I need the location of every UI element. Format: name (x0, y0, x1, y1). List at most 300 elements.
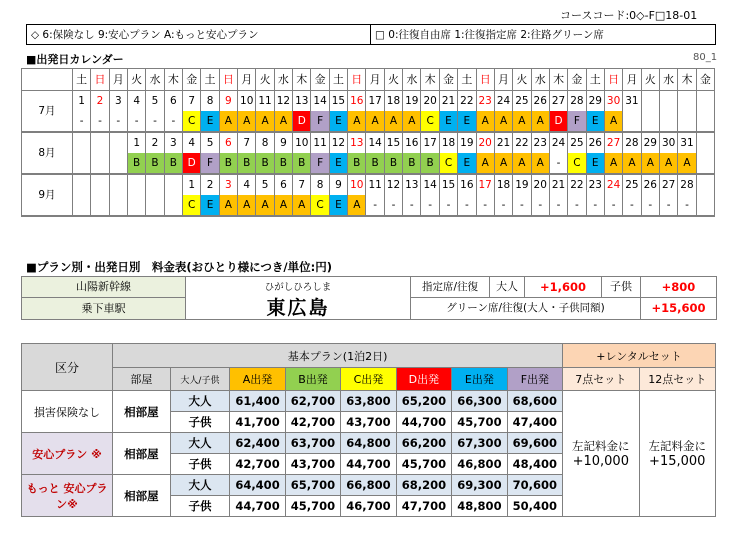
departure-code: - (127, 111, 145, 132)
departure-code: F (311, 111, 329, 132)
weekday-header: 土 (201, 69, 219, 91)
departure-code: A (256, 111, 274, 132)
price-cell: 44,700 (230, 496, 285, 517)
calendar-title: ■出発日カレンダー (26, 53, 124, 66)
departure-code: - (494, 195, 512, 216)
adult-label: 大人 (170, 433, 230, 454)
price-cell: 66,200 (396, 433, 451, 454)
day-number: 28 (623, 132, 641, 153)
price-cell: 43,700 (285, 454, 340, 475)
price-cell: 64,400 (230, 475, 285, 496)
departure-code: D (293, 111, 311, 132)
child-label: 子供 (170, 496, 230, 517)
price-cell: 66,800 (341, 475, 396, 496)
month-label: 7月 (22, 91, 73, 133)
price-cell: 46,800 (452, 454, 507, 475)
calendar-table (21, 68, 715, 217)
departure-code: - (146, 111, 164, 132)
departure-code: A (531, 153, 549, 174)
price-cell: 63,700 (285, 433, 340, 454)
weekday-header: 水 (659, 69, 677, 91)
weekday-header: 金 (696, 69, 714, 91)
reserved-adult-label: 大人 (489, 276, 525, 298)
day-number: 31 (623, 91, 641, 112)
departure-code: A (513, 153, 531, 174)
day-number: 21 (549, 174, 567, 195)
weekday-header: 金 (183, 69, 201, 91)
weekday-header: 月 (366, 69, 384, 91)
departure-code: E (439, 111, 457, 132)
day-number: 10 (293, 132, 311, 153)
day-number: 13 (293, 91, 311, 112)
weekday-header: 木 (549, 69, 567, 91)
departure-code: B (146, 153, 164, 174)
age-header: 大人/子供 (170, 368, 230, 391)
station-box (185, 276, 411, 320)
day-number: 10 (238, 91, 256, 112)
departure-code: A (219, 195, 237, 216)
departure-code: B (219, 153, 237, 174)
green-label: グリーン席/往復(大人・子供同額) (410, 297, 641, 320)
departure-code: F (201, 153, 219, 174)
departure-code (91, 153, 109, 174)
set12-note: 左記料金に (648, 438, 706, 453)
day-number: 22 (458, 91, 476, 112)
line-box (21, 276, 186, 298)
price-cell: 50,400 (507, 496, 562, 517)
departure-code: B (384, 153, 402, 174)
departure-code: B (421, 153, 439, 174)
departure-code: - (623, 195, 641, 216)
price-cell: 65,200 (396, 391, 451, 412)
price-cell: 42,700 (230, 454, 285, 475)
departure-code: A (604, 111, 622, 132)
departure-code: E (329, 111, 347, 132)
calendar-corner (22, 69, 73, 91)
departure-code: B (366, 153, 384, 174)
day-number: 14 (366, 132, 384, 153)
weekday-header: 水 (146, 69, 164, 91)
weekday-header: 月 (109, 69, 127, 91)
departure-code: - (568, 195, 586, 216)
price-cell: 69,300 (452, 475, 507, 496)
day-number: 6 (219, 132, 237, 153)
weekday-header: 日 (91, 69, 109, 91)
price-cell: 62,700 (285, 391, 340, 412)
day-number: 23 (531, 132, 549, 153)
departure-code: C (439, 153, 457, 174)
departure-code: E (329, 195, 347, 216)
plan-category: もっと 安心プラン※ (22, 475, 113, 517)
day-number: 8 (311, 174, 329, 195)
departure-code: A (348, 111, 366, 132)
departure-code: - (659, 195, 677, 216)
departure-code: C (183, 195, 201, 216)
day-number: 26 (586, 132, 604, 153)
weekday-header: 日 (604, 69, 622, 91)
departure-code (127, 195, 145, 216)
departure-code: E (329, 153, 347, 174)
reserved-child-price: +800 (640, 276, 717, 298)
price-cell: 66,300 (452, 391, 507, 412)
departure-code: A (513, 111, 531, 132)
day-number: 29 (641, 132, 659, 153)
day-number (109, 132, 127, 153)
price-cell: 48,800 (452, 496, 507, 517)
day-number: 12 (329, 132, 347, 153)
departure-code: - (458, 195, 476, 216)
day-number: 5 (256, 174, 274, 195)
day-number (659, 91, 677, 112)
day-number: 26 (641, 174, 659, 195)
day-number: 9 (329, 174, 347, 195)
departure-code: A (678, 153, 696, 174)
departure-code: - (366, 195, 384, 216)
departure-code: B (256, 153, 274, 174)
price-cell: 68,200 (396, 475, 451, 496)
day-number (696, 174, 714, 195)
departure-code: - (439, 195, 457, 216)
day-number: 2 (91, 91, 109, 112)
reserved-child-label: 子供 (601, 276, 641, 298)
departure-code (678, 111, 696, 132)
day-number: 5 (146, 91, 164, 112)
departure-code: - (586, 195, 604, 216)
day-number: 25 (623, 174, 641, 195)
day-number: 2 (146, 132, 164, 153)
day-number: 18 (439, 132, 457, 153)
depart-f-header: F出発 (507, 368, 562, 391)
day-number: 13 (403, 174, 421, 195)
plan-category: 安心プラン ※ (22, 433, 113, 475)
departure-code: - (91, 111, 109, 132)
day-number: 5 (201, 132, 219, 153)
day-number: 8 (201, 91, 219, 112)
departure-code: B (274, 153, 292, 174)
price-cell: 64,800 (341, 433, 396, 454)
day-number: 30 (604, 91, 622, 112)
price-cell: 47,400 (507, 412, 562, 433)
depart-b-header: B出発 (285, 368, 340, 391)
weekday-header: 日 (219, 69, 237, 91)
day-number: 30 (659, 132, 677, 153)
day-number: 14 (311, 91, 329, 112)
price-cell: 61,400 (230, 391, 285, 412)
departure-code (72, 195, 90, 216)
day-number: 21 (494, 132, 512, 153)
day-number: 20 (476, 132, 494, 153)
weekday-header: 水 (274, 69, 292, 91)
departure-code: A (256, 195, 274, 216)
day-number: 22 (513, 132, 531, 153)
price-cell: 63,800 (341, 391, 396, 412)
child-label: 子供 (170, 412, 230, 433)
day-number: 31 (678, 132, 696, 153)
departure-code: A (531, 111, 549, 132)
weekday-header: 月 (238, 69, 256, 91)
departure-code: A (494, 153, 512, 174)
price-cell: 46,700 (341, 496, 396, 517)
price-cell: 67,300 (452, 433, 507, 454)
departure-code (109, 153, 127, 174)
departure-code: A (403, 111, 421, 132)
departure-code: - (513, 195, 531, 216)
departure-code: A (293, 195, 311, 216)
plan-category: 損害保険なし (22, 391, 113, 433)
day-number: 16 (403, 132, 421, 153)
departure-code: - (641, 195, 659, 216)
day-number: 20 (531, 174, 549, 195)
day-number: 8 (256, 132, 274, 153)
reserved-label: 指定席/往復 (410, 276, 490, 298)
station-label: 乗下車駅 (81, 302, 126, 315)
reserved-adult-price: +1,600 (524, 276, 602, 298)
departure-code: A (494, 111, 512, 132)
departure-code (109, 195, 127, 216)
price-cell: 68,600 (507, 391, 562, 412)
price-cell: 44,700 (396, 412, 451, 433)
day-number (72, 132, 90, 153)
day-number: 23 (476, 91, 494, 112)
adult-label: 大人 (170, 391, 230, 412)
day-number: 15 (384, 132, 402, 153)
departure-code: F (568, 111, 586, 132)
calendar-code: 80_1 (693, 52, 718, 63)
departure-code: - (72, 111, 90, 132)
price-cell: 48,400 (507, 454, 562, 475)
day-number: 11 (256, 91, 274, 112)
day-number: 19 (458, 132, 476, 153)
day-number: 4 (183, 132, 201, 153)
day-number: 19 (403, 91, 421, 112)
weekday-header: 土 (329, 69, 347, 91)
day-number: 27 (604, 132, 622, 153)
weekday-header: 火 (641, 69, 659, 91)
departure-code (696, 195, 714, 216)
room-type: 相部屋 (113, 391, 171, 433)
departure-code: A (641, 153, 659, 174)
price-cell: 47,700 (396, 496, 451, 517)
day-number: 9 (219, 91, 237, 112)
day-number: 27 (659, 174, 677, 195)
price-table (21, 343, 716, 517)
weekday-header: 月 (623, 69, 641, 91)
basic-plan-header: 基本プラン(1泊2日) (113, 344, 563, 368)
depart-d-header: D出発 (396, 368, 451, 391)
price-cell: 44,700 (341, 454, 396, 475)
day-number: 1 (72, 91, 90, 112)
departure-code (659, 111, 677, 132)
departure-code (164, 195, 182, 216)
adult-label: 大人 (170, 475, 230, 496)
departure-code: B (293, 153, 311, 174)
day-number: 6 (164, 91, 182, 112)
day-number: 24 (494, 91, 512, 112)
price-cell: 62,400 (230, 433, 285, 454)
month-label: 9月 (22, 174, 73, 216)
departure-code: B (164, 153, 182, 174)
day-number (696, 132, 714, 153)
day-number: 7 (238, 132, 256, 153)
price-cell: 41,700 (230, 412, 285, 433)
rental-header: +レンタルセット (563, 344, 716, 368)
weekday-header: 土 (458, 69, 476, 91)
departure-code: A (219, 111, 237, 132)
weekday-header: 木 (164, 69, 182, 91)
departure-code: A (659, 153, 677, 174)
day-number: 21 (439, 91, 457, 112)
departure-code (696, 111, 714, 132)
departure-code: B (127, 153, 145, 174)
set12-amount: +15,000 (649, 453, 706, 469)
day-number: 13 (348, 132, 366, 153)
day-number (678, 91, 696, 112)
departure-code: D (183, 153, 201, 174)
departure-code: A (476, 111, 494, 132)
weekday-header: 月 (494, 69, 512, 91)
price-cell: 70,600 (507, 475, 562, 496)
departure-code: - (549, 153, 567, 174)
depart-c-header: C出発 (341, 368, 396, 391)
child-label: 子供 (170, 454, 230, 475)
legend-plan: ◇ 6:保険なし 9:安心プラン A:もっと安心プラン (27, 25, 371, 45)
departure-code: A (366, 111, 384, 132)
price-cell: 45,700 (452, 412, 507, 433)
day-number: 1 (127, 132, 145, 153)
day-number: 24 (549, 132, 567, 153)
line-name: 山陽新幹線 (76, 280, 131, 293)
day-number: 4 (238, 174, 256, 195)
day-number: 12 (384, 174, 402, 195)
weekday-header: 土 (586, 69, 604, 91)
weekday-header: 木 (678, 69, 696, 91)
day-number: 17 (476, 174, 494, 195)
departure-code: E (586, 153, 604, 174)
day-number: 1 (183, 174, 201, 195)
day-number: 7 (293, 174, 311, 195)
weekday-header: 火 (384, 69, 402, 91)
day-number: 23 (586, 174, 604, 195)
departure-code: E (201, 111, 219, 132)
departure-code: A (623, 153, 641, 174)
day-number: 20 (421, 91, 439, 112)
departure-code: B (348, 153, 366, 174)
departure-code (623, 111, 641, 132)
day-number: 10 (348, 174, 366, 195)
day-number: 3 (164, 132, 182, 153)
departure-code: C (568, 153, 586, 174)
price-cell: 45,700 (396, 454, 451, 475)
departure-code: E (458, 111, 476, 132)
weekday-header: 火 (256, 69, 274, 91)
day-number: 29 (586, 91, 604, 112)
departure-code: - (421, 195, 439, 216)
green-price: +15,600 (640, 297, 717, 320)
day-number (146, 174, 164, 195)
day-number: 17 (421, 132, 439, 153)
day-number (91, 174, 109, 195)
weekday-header: 金 (568, 69, 586, 91)
day-number: 17 (366, 91, 384, 112)
legend-table (26, 24, 716, 45)
day-number (109, 174, 127, 195)
day-number: 19 (513, 174, 531, 195)
departure-code: - (476, 195, 494, 216)
weekday-header: 火 (127, 69, 145, 91)
legend-seat: □ 0:往復自由席 1:往復指定席 2:往路グリーン席 (371, 25, 716, 45)
day-number: 9 (274, 132, 292, 153)
station-kana: ひがしひろしま (264, 282, 332, 293)
day-number: 16 (458, 174, 476, 195)
day-number: 28 (568, 91, 586, 112)
departure-code: - (109, 111, 127, 132)
day-number: 18 (384, 91, 402, 112)
price-cell: 69,600 (507, 433, 562, 454)
day-number: 12 (274, 91, 292, 112)
departure-code: C (311, 195, 329, 216)
departure-code: - (403, 195, 421, 216)
depart-e-header: E出発 (452, 368, 507, 391)
station-label-box (21, 297, 186, 320)
set12-price (639, 391, 716, 517)
departure-code: C (183, 111, 201, 132)
departure-code: A (238, 195, 256, 216)
course-code: コースコード:0◇-F□18-01 (560, 9, 698, 22)
weekday-header: 金 (439, 69, 457, 91)
departure-code: - (531, 195, 549, 216)
weekday-header: 水 (403, 69, 421, 91)
day-number (164, 174, 182, 195)
day-number: 7 (183, 91, 201, 112)
departure-code: - (164, 111, 182, 132)
departure-code: A (476, 153, 494, 174)
room-header: 部屋 (113, 368, 171, 391)
price-cell: 65,700 (285, 475, 340, 496)
weekday-header: 木 (421, 69, 439, 91)
day-number: 6 (274, 174, 292, 195)
day-number: 22 (568, 174, 586, 195)
station-name: 東広島 (266, 297, 330, 319)
day-number (641, 91, 659, 112)
weekday-header: 日 (348, 69, 366, 91)
day-number: 27 (549, 91, 567, 112)
departure-code (72, 153, 90, 174)
day-number: 15 (439, 174, 457, 195)
set7-note: 左記料金に (572, 438, 630, 453)
departure-code: A (238, 111, 256, 132)
set7-header: 7点セット (563, 368, 639, 391)
departure-code: D (549, 111, 567, 132)
day-number: 16 (348, 91, 366, 112)
set12-header: 12点セット (639, 368, 716, 391)
departure-code: B (238, 153, 256, 174)
day-number: 14 (421, 174, 439, 195)
day-number: 15 (329, 91, 347, 112)
day-number: 4 (127, 91, 145, 112)
departure-code (146, 195, 164, 216)
day-number: 25 (568, 132, 586, 153)
departure-code: A (348, 195, 366, 216)
departure-code (91, 195, 109, 216)
price-cell: 45,700 (285, 496, 340, 517)
weekday-header: 金 (311, 69, 329, 91)
month-label: 8月 (22, 132, 73, 174)
departure-code: - (604, 195, 622, 216)
departure-code (641, 111, 659, 132)
departure-code: B (403, 153, 421, 174)
weekday-header: 土 (72, 69, 90, 91)
departure-code: A (274, 111, 292, 132)
